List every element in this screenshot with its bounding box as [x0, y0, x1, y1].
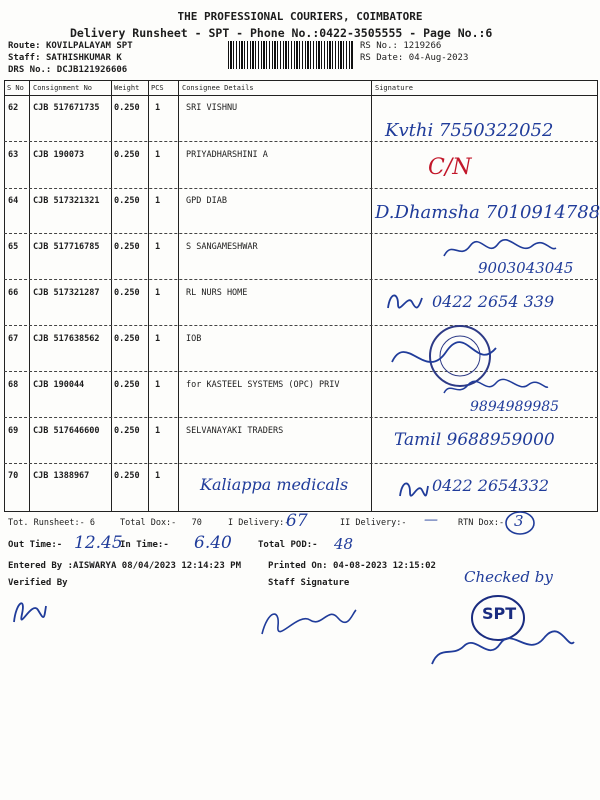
row-sno: 63 [8, 150, 19, 160]
row-consignee: for KASTEEL SYSTEMS (OPC) PRIV [186, 380, 340, 390]
row-sno: 70 [8, 471, 19, 481]
row-signature: 9003043045 [478, 259, 574, 277]
col-consignee: Consignee Details [182, 84, 254, 92]
row-pcs: 1 [155, 196, 161, 206]
company-title: THE PROFESSIONAL COURIERS, COIMBATORE [177, 10, 423, 23]
staff-signature [258, 600, 358, 640]
total-dox: Total Dox:- 70 [120, 518, 202, 528]
rs-date-value: 04-Aug-2023 [408, 53, 469, 63]
staff-value: SATHISHKUMAR K [45, 53, 122, 63]
spt-stamp: SPT [482, 604, 517, 623]
row-consignment: CJB 190073 [33, 150, 85, 160]
row-consignment: CJB 190044 [33, 380, 85, 390]
row-pcs: 1 [155, 471, 161, 481]
row-signature: Kvthi 7550322052 [385, 120, 554, 141]
row-sno: 64 [8, 196, 19, 206]
in-time-value: 6.40 [194, 533, 232, 553]
ii-delivery-value: — [424, 512, 438, 528]
total-pod: Total POD:- [258, 540, 318, 550]
row-consignment: CJB 517638562 [33, 334, 100, 344]
row-sno: 66 [8, 288, 19, 298]
staff-signature-label: Staff Signature [268, 578, 350, 588]
route-value: KOVILPALAYAM SPT [45, 41, 133, 51]
drs-value: DCJB121926606 [56, 65, 128, 75]
row-signature: C/N [428, 155, 472, 180]
row-signature: 0422 2654 339 [432, 292, 555, 311]
i-delivery-value: 67 [286, 511, 308, 531]
row-pcs: 1 [155, 103, 161, 113]
ii-delivery: II Delivery:- [340, 518, 407, 528]
out-time-value: 12.45 [74, 533, 123, 553]
verified-signature [8, 592, 48, 628]
route-line: Route: KOVILPALAYAM SPT [8, 41, 133, 51]
row-consignee: IOB [186, 334, 202, 344]
row-weight: 0.250 [114, 471, 140, 481]
row-consignee: SELVANAYAKI TRADERS [186, 426, 284, 436]
row-pcs: 1 [155, 380, 161, 390]
initials-scribble [396, 476, 430, 502]
i-delivery: I Delivery:- [228, 518, 290, 528]
row-pcs: 1 [155, 426, 161, 436]
rs-date-line: RS Date: 04-Aug-2023 [360, 53, 469, 63]
row-weight: 0.250 [114, 426, 140, 436]
row-weight: 0.250 [114, 288, 140, 298]
row-pcs: 1 [155, 288, 161, 298]
tot-runsheet: Tot. Runsheet:- 6 [8, 518, 96, 528]
row-weight: 0.250 [114, 103, 140, 113]
row-consignee: SRI VISHNU [186, 103, 238, 113]
row-sno: 67 [8, 334, 19, 344]
row-consignment: CJB 517321321 [33, 196, 100, 206]
total-pod-value: 48 [334, 535, 354, 553]
checked-by-note: Checked by [464, 568, 553, 586]
rtn-dox-value: 3 [514, 512, 524, 530]
rs-no-value: 1219266 [403, 41, 442, 51]
rs-no-line: RS No.: 1219266 [360, 41, 442, 51]
initials-scribble [384, 288, 424, 314]
col-sno: S No [7, 84, 24, 92]
row-weight: 0.250 [114, 196, 140, 206]
row-consignee: RL NURS HOME [186, 288, 248, 298]
row-weight: 0.250 [114, 242, 140, 252]
row-signature: 0422 2654332 [432, 476, 550, 495]
manager-signature [428, 624, 578, 674]
table-header-border [4, 95, 598, 96]
row-sno: 69 [8, 426, 19, 436]
runsheet-subtitle: Delivery Runsheet - SPT - Phone No.:0422-3505555 - Page No.:6 [70, 26, 493, 40]
row-signature: Tamil 9688959000 [394, 430, 555, 450]
row-sno: 62 [8, 103, 19, 113]
row-consignment: CJB 1388967 [33, 471, 90, 481]
row-consignment: CJB 517671735 [33, 103, 100, 113]
col-consignment: Consignment No [33, 84, 93, 92]
row-consignee: PRIYADHARSHINI A [186, 150, 268, 160]
row-consignee: Kaliappa medicals [200, 475, 349, 494]
row-consignee: GPD DIAB [186, 196, 227, 206]
row-weight: 0.250 [114, 334, 140, 344]
tamil-signature-scribble [440, 377, 550, 399]
row-sno: 65 [8, 242, 19, 252]
col-weight: Weight [114, 84, 140, 92]
printed-on: Printed On: 04-08-2023 12:15:02 [268, 561, 436, 571]
col-signature: Signature [375, 84, 413, 92]
rtn-dox: RTN Dox:- [458, 518, 505, 528]
col-pcs: PCS [151, 84, 164, 92]
row-pcs: 1 [155, 150, 161, 160]
barcode [228, 41, 353, 69]
row-consignment: CJB 517716785 [33, 242, 100, 252]
verified-by-label: Verified By [8, 578, 68, 588]
table-top-border [4, 80, 598, 81]
row-signature: D.Dhamsha 7010914788 [375, 202, 600, 223]
row-signature: 9894989985 [470, 399, 560, 415]
out-time: Out Time:- [8, 540, 63, 550]
row-sno: 68 [8, 380, 19, 390]
row-pcs: 1 [155, 334, 161, 344]
row-weight: 0.250 [114, 150, 140, 160]
row-consignment: CJB 517646600 [33, 426, 100, 436]
entered-by: Entered By :AISWARYA 08/04/2023 12:14:23 PM [8, 561, 241, 571]
row-pcs: 1 [155, 242, 161, 252]
in-time: In Time:- [120, 540, 169, 550]
staff-line: Staff: SATHISHKUMAR K [8, 53, 122, 63]
row-consignment: CJB 517321287 [33, 288, 100, 298]
row-weight: 0.250 [114, 380, 140, 390]
drs-line: DRS No.: DCJB121926606 [8, 65, 128, 75]
row-consignee: S SANGAMESHWAR [186, 242, 258, 252]
